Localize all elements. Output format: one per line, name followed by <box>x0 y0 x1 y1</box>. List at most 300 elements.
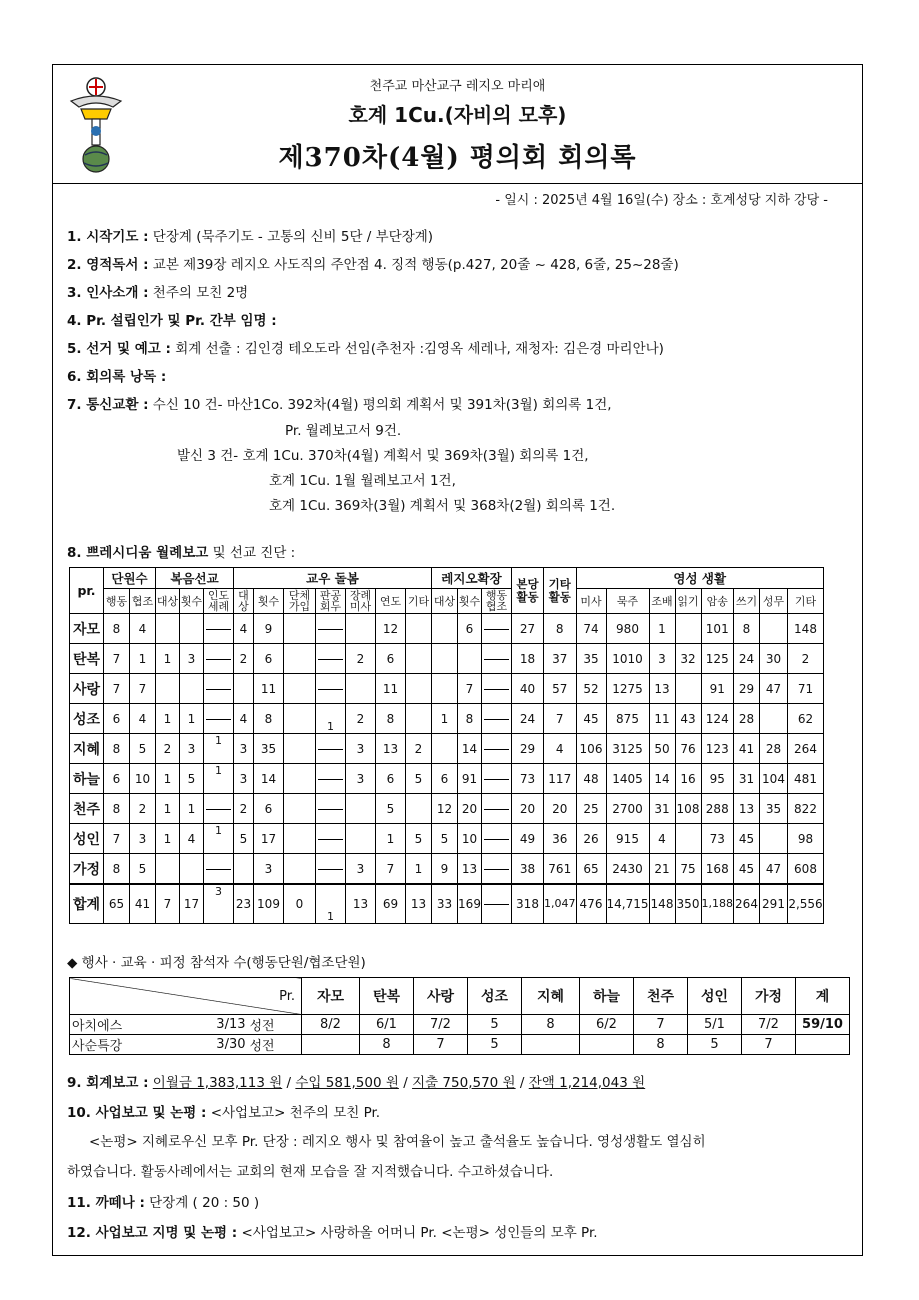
table-cell <box>482 854 512 885</box>
table-cell <box>156 854 180 885</box>
correspondence-line: Pr. 월례보고서 9건. <box>285 423 402 439</box>
table-cell: 1 <box>316 884 346 924</box>
table-cell: 23 <box>234 884 254 924</box>
table-cell: 65 <box>104 884 130 924</box>
table-cell: 11 <box>376 674 406 704</box>
table-cell <box>760 614 788 644</box>
table-cell: 59/10 <box>796 1015 850 1035</box>
table-cell: 3 <box>254 854 284 885</box>
item-business-report: 10. 사업보고 및 논평 : <사업보고> 천주의 모친 Pr. <box>67 1105 381 1121</box>
document-header <box>53 65 862 184</box>
table-cell: 2 <box>234 644 254 674</box>
col-subheader: 읽기 <box>675 589 701 614</box>
table-cell: 1 <box>649 614 675 644</box>
table-cell: 3125 <box>606 734 649 764</box>
table-cell <box>796 1035 850 1055</box>
events-col-header: 계 <box>796 978 850 1015</box>
table-cell: 980 <box>606 614 649 644</box>
table-cell <box>204 854 234 885</box>
table-cell: 5 <box>130 734 156 764</box>
row-name: 하늘 <box>70 764 104 794</box>
table-cell: 20 <box>512 794 544 824</box>
meeting-datetime: - 일시 : 2025년 4월 16일(수) 장소 : 호계성당 지하 강당 - <box>495 193 828 208</box>
table-cell: 7 <box>742 1035 796 1055</box>
table-cell: 11 <box>254 674 284 704</box>
table-cell <box>406 644 432 674</box>
table-cell: 17 <box>254 824 284 854</box>
col-subheader: 횟수 <box>458 589 482 614</box>
table-cell: 106 <box>576 734 606 764</box>
table-cell: 57 <box>544 674 577 704</box>
table-cell: 3 <box>234 734 254 764</box>
table-cell: 11 <box>649 704 675 734</box>
row-name: 탄복 <box>70 644 104 674</box>
table-cell <box>316 674 346 704</box>
events-attendance-table <box>69 977 850 1055</box>
table-cell <box>284 854 316 885</box>
item-election: 5. 선거 및 예고 : 회계 선출 : 김인경 테오도라 선임(추천자 :김영옥 세레나, 재청자: 김은경 마리안나) <box>67 341 664 357</box>
table-cell <box>406 794 432 824</box>
table-cell: 117 <box>544 764 577 794</box>
row-name: 천주 <box>70 794 104 824</box>
table-cell: 20 <box>458 794 482 824</box>
table-cell: 49 <box>512 824 544 854</box>
table-cell: 7 <box>104 674 130 704</box>
table-cell: 1405 <box>606 764 649 794</box>
table-cell: 40 <box>512 674 544 704</box>
table-cell: 2430 <box>606 854 649 885</box>
item-introductions: 3. 인사소개 : 천주의 모친 2명 <box>67 285 249 301</box>
table-cell: 38 <box>512 854 544 885</box>
table-cell: 30 <box>760 644 788 674</box>
table-cell: 7 <box>414 1035 468 1055</box>
table-cell: 27 <box>512 614 544 644</box>
item-catena: 11. 까떼나 : 단장계 ( 20 : 50 ) <box>67 1195 260 1211</box>
table-cell: 35 <box>760 794 788 824</box>
table-cell: 8 <box>360 1035 414 1055</box>
table-cell <box>284 824 316 854</box>
table-cell: 8 <box>634 1035 688 1055</box>
table-cell <box>316 794 346 824</box>
events-col-header: 가정 <box>742 978 796 1015</box>
events-col-header: 천주 <box>634 978 688 1015</box>
table-cell <box>234 674 254 704</box>
table-cell <box>482 704 512 734</box>
table-cell <box>284 764 316 794</box>
table-row <box>70 704 824 734</box>
correspondence-line: 호계 1Cu. 369차(3월) 계획서 및 368차(2월) 회의록 1건. <box>269 498 616 514</box>
table-cell: 7 <box>104 644 130 674</box>
table-row <box>70 1035 850 1055</box>
table-cell: 35 <box>254 734 284 764</box>
table-cell <box>406 674 432 704</box>
table-cell: 1 <box>204 824 234 854</box>
col-group-header: 단원수 <box>104 568 156 589</box>
events-col-header: 하늘 <box>580 978 634 1015</box>
col-subheader: 협조 <box>130 589 156 614</box>
table-cell <box>284 614 316 644</box>
table-cell: 18 <box>512 644 544 674</box>
table-cell: 6/1 <box>360 1015 414 1035</box>
col-subheader: 대상 <box>156 589 180 614</box>
table-cell: 52 <box>576 674 606 704</box>
col-header-pr: pr. <box>70 568 104 614</box>
table-cell: 8 <box>104 614 130 644</box>
table-cell <box>522 1035 580 1055</box>
table-cell <box>482 644 512 674</box>
table-cell: 3 <box>346 854 376 885</box>
table-cell: 28 <box>734 704 760 734</box>
table-cell <box>482 614 512 644</box>
col-subheader: 암송 <box>701 589 734 614</box>
correspondence-line: 발신 3 건- 호계 1Cu. 370차(4월) 계획서 및 369차(3월) 회의록 1건, <box>177 448 589 464</box>
col-subheader: 조배 <box>649 589 675 614</box>
table-cell <box>316 824 346 854</box>
comment-line: 하였습니다. 활동사례에서는 교회의 현재 모습을 잘 지적했습니다. 수고하셨습니다. <box>67 1164 554 1180</box>
table-cell: 8 <box>458 704 482 734</box>
table-cell: 2 <box>130 794 156 824</box>
table-cell: 4 <box>130 614 156 644</box>
table-cell: 13 <box>649 674 675 704</box>
col-group-header: 교우 돌봄 <box>234 568 432 589</box>
table-cell: 43 <box>675 704 701 734</box>
table-cell: 69 <box>376 884 406 924</box>
table-cell: 5 <box>406 824 432 854</box>
table-cell: 5 <box>468 1035 522 1055</box>
table-cell: 14,715 <box>606 884 649 924</box>
table-cell: 7/2 <box>742 1015 796 1035</box>
finance-expense: 지출 750,570 원 <box>412 1075 516 1091</box>
event-name: 사순특강 <box>70 1035 200 1055</box>
table-cell: 7/2 <box>414 1015 468 1035</box>
table-cell: 8 <box>522 1015 580 1035</box>
table-cell <box>432 674 458 704</box>
col-subheader: 성무 <box>760 589 788 614</box>
table-cell: 3 <box>234 764 254 794</box>
table-cell <box>316 854 346 885</box>
table-cell: 14 <box>458 734 482 764</box>
table-cell: 91 <box>458 764 482 794</box>
table-cell: 5 <box>234 824 254 854</box>
table-cell: 36 <box>544 824 577 854</box>
table-cell: 1 <box>432 704 458 734</box>
table-cell <box>432 614 458 644</box>
table-cell: 14 <box>254 764 284 794</box>
table-cell: 875 <box>606 704 649 734</box>
table-cell: 7 <box>544 704 577 734</box>
table-cell: 5 <box>180 764 204 794</box>
table-cell <box>180 674 204 704</box>
table-cell: 62 <box>788 704 824 734</box>
table-cell: 4 <box>544 734 577 764</box>
col-subheader: 단체가입 <box>284 589 316 614</box>
item-finance: 9. 회계보고 : 이월금 1,383,113 원 / 수입 581,500 원 / 지출 750,570 원 / 잔액 1,214,043 원 <box>67 1075 646 1091</box>
table-cell: 48 <box>576 764 606 794</box>
table-cell: 41 <box>734 734 760 764</box>
table-cell: 14 <box>649 764 675 794</box>
table-cell: 1 <box>156 824 180 854</box>
table-cell: 4 <box>130 704 156 734</box>
table-cell: 1 <box>156 764 180 794</box>
table-cell: 9 <box>432 854 458 885</box>
table-cell: 8 <box>734 614 760 644</box>
item-next-report: 12. 사업보고 지명 및 논평 : <사업보고> 사랑하올 어머니 Pr. <논평> 성인들의 모후 Pr. <box>67 1225 598 1241</box>
table-cell: 29 <box>734 674 760 704</box>
table-cell: 318 <box>512 884 544 924</box>
table-cell: 75 <box>675 854 701 885</box>
row-name: 지혜 <box>70 734 104 764</box>
table-row <box>70 734 824 764</box>
table-cell <box>346 614 376 644</box>
table-cell: 101 <box>701 614 734 644</box>
table-cell: 45 <box>734 824 760 854</box>
col-subheader: 대상 <box>432 589 458 614</box>
table-cell <box>284 704 316 734</box>
table-cell: 5 <box>376 794 406 824</box>
table-cell <box>406 704 432 734</box>
col-subheader: 판공회두 <box>316 589 346 614</box>
col-group-header: 복음선교 <box>156 568 234 589</box>
table-cell: 1 <box>204 734 234 764</box>
table-cell: 24 <box>734 644 760 674</box>
table-cell: 2,556 <box>788 884 824 924</box>
table-cell: 168 <box>701 854 734 885</box>
events-col-header: 성조 <box>468 978 522 1015</box>
table-cell: 350 <box>675 884 701 924</box>
item-monthly-report: 8. 쁘레시디움 월례보고 및 선교 진단 : <box>67 545 296 561</box>
table-cell: 6 <box>376 644 406 674</box>
table-cell: 74 <box>576 614 606 644</box>
table-cell: 1 <box>376 824 406 854</box>
events-col-header: 탄복 <box>360 978 414 1015</box>
table-cell <box>302 1035 360 1055</box>
col-subheader: 미사 <box>576 589 606 614</box>
table-cell <box>180 854 204 885</box>
row-name: 사랑 <box>70 674 104 704</box>
table-cell: 13 <box>346 884 376 924</box>
event-place: 성전 <box>248 1015 302 1035</box>
table-cell: 28 <box>760 734 788 764</box>
table-cell: 1275 <box>606 674 649 704</box>
table-cell <box>482 674 512 704</box>
table-cell: 12 <box>432 794 458 824</box>
table-cell: 13 <box>734 794 760 824</box>
table-cell <box>204 704 234 734</box>
table-cell <box>180 614 204 644</box>
finance-balance: 잔액 1,214,043 원 <box>528 1075 646 1091</box>
table-cell <box>675 614 701 644</box>
table-cell <box>316 644 346 674</box>
col-subheader: 횟수 <box>180 589 204 614</box>
table-cell <box>234 854 254 885</box>
table-cell <box>284 734 316 764</box>
table-row <box>70 854 824 885</box>
col-group-header: 영성 생활 <box>576 568 824 589</box>
table-cell: 1,188 <box>701 884 734 924</box>
table-cell: 31 <box>649 794 675 824</box>
table-cell: 2700 <box>606 794 649 824</box>
table-cell: 7 <box>634 1015 688 1035</box>
item-minutes-reading: 6. 회의록 낭독 : <box>67 369 167 385</box>
table-cell: 1 <box>156 644 180 674</box>
table-cell: 47 <box>760 854 788 885</box>
table-cell: 1 <box>204 764 234 794</box>
table-cell: 6 <box>254 644 284 674</box>
table-cell: 8 <box>104 734 130 764</box>
event-date: 3/30 <box>200 1035 248 1055</box>
table-cell: 148 <box>788 614 824 644</box>
table-cell: 45 <box>734 854 760 885</box>
table-cell <box>482 794 512 824</box>
table-cell: 35 <box>576 644 606 674</box>
col-subheader: 횟수 <box>254 589 284 614</box>
table-cell: 476 <box>576 884 606 924</box>
table-cell <box>580 1035 634 1055</box>
table-cell: 3 <box>346 764 376 794</box>
row-name: 성조 <box>70 704 104 734</box>
table-cell <box>432 734 458 764</box>
table-cell: 6 <box>104 764 130 794</box>
event-name: 아치에스 <box>70 1015 200 1035</box>
table-cell: 3 <box>180 734 204 764</box>
table-cell <box>482 884 512 924</box>
col-subheader: 기타 <box>788 589 824 614</box>
table-cell: 5 <box>406 764 432 794</box>
table-cell: 8 <box>544 614 577 644</box>
table-cell: 2 <box>156 734 180 764</box>
table-cell: 10 <box>458 824 482 854</box>
col-subheader: 쓰기 <box>734 589 760 614</box>
table-row <box>70 884 824 924</box>
table-cell: 13 <box>458 854 482 885</box>
table-cell: 21 <box>649 854 675 885</box>
table-cell: 264 <box>734 884 760 924</box>
col-subheader: 기타 <box>406 589 432 614</box>
curia-name: 호계 1Cu.(자비의 모후) <box>348 103 567 127</box>
table-cell: 65 <box>576 854 606 885</box>
row-name: 가정 <box>70 854 104 885</box>
col-subheader: 대상 <box>234 589 254 614</box>
table-cell <box>482 824 512 854</box>
table-cell: 13 <box>406 884 432 924</box>
correspondence-line: 호계 1Cu. 1월 월례보고서 1건, <box>269 473 456 489</box>
table-cell: 73 <box>701 824 734 854</box>
table-cell: 1010 <box>606 644 649 674</box>
table-cell: 3 <box>130 824 156 854</box>
table-cell: 17 <box>180 884 204 924</box>
table-cell: 761 <box>544 854 577 885</box>
comment-line: <논평> 지혜로우신 모후 Pr. 단장 : 레지오 행사 및 참여율이 높고 출석율도 높습니다. 영성생활도 열심히 <box>89 1134 706 1150</box>
monthly-report-table <box>69 567 824 924</box>
table-cell <box>346 794 376 824</box>
table-cell: 6 <box>254 794 284 824</box>
table-row <box>70 614 824 644</box>
event-place: 성전 <box>248 1035 302 1055</box>
events-col-header: 지혜 <box>522 978 580 1015</box>
table-cell: 6/2 <box>580 1015 634 1035</box>
events-col-header: 성인 <box>688 978 742 1015</box>
table-cell <box>316 614 346 644</box>
table-cell <box>675 824 701 854</box>
table-cell: 104 <box>760 764 788 794</box>
table-cell: 9 <box>254 614 284 644</box>
table-cell: 32 <box>675 644 701 674</box>
table-cell: 1 <box>406 854 432 885</box>
col-subheader: 연도 <box>376 589 406 614</box>
table-cell: 1 <box>316 704 346 734</box>
events-col-header: 자모 <box>302 978 360 1015</box>
table-cell: 1 <box>130 644 156 674</box>
table-cell: 73 <box>512 764 544 794</box>
table-cell: 76 <box>675 734 701 764</box>
row-name: 자모 <box>70 614 104 644</box>
table-cell <box>284 674 316 704</box>
table-cell: 123 <box>701 734 734 764</box>
table-cell: 1 <box>180 704 204 734</box>
table-cell: 8 <box>104 794 130 824</box>
table-cell: 608 <box>788 854 824 885</box>
table-cell <box>156 674 180 704</box>
table-cell: 2 <box>234 794 254 824</box>
finance-income: 수입 581,500 원 <box>295 1075 399 1091</box>
table-cell: 2 <box>346 644 376 674</box>
table-cell: 12 <box>376 614 406 644</box>
table-cell: 50 <box>649 734 675 764</box>
table-cell: 169 <box>458 884 482 924</box>
table-cell: 915 <box>606 824 649 854</box>
event-date: 3/13 <box>200 1015 248 1035</box>
table-cell: 291 <box>760 884 788 924</box>
table-cell: 124 <box>701 704 734 734</box>
table-cell: 91 <box>701 674 734 704</box>
table-cell: 8/2 <box>302 1015 360 1035</box>
table-cell: 24 <box>512 704 544 734</box>
table-row <box>70 824 824 854</box>
table-cell: 1,047 <box>544 884 577 924</box>
table-cell: 95 <box>701 764 734 794</box>
table-cell <box>482 764 512 794</box>
table-cell <box>316 764 346 794</box>
table-cell: 6 <box>104 704 130 734</box>
table-cell: 264 <box>788 734 824 764</box>
table-row <box>70 644 824 674</box>
table-cell: 20 <box>544 794 577 824</box>
item-opening-prayer: 1. 시작기도 : 단장계 (묵주기도 - 고통의 신비 5단 / 부단장계) <box>67 229 434 245</box>
table-cell: 37 <box>544 644 577 674</box>
table-cell: 45 <box>576 704 606 734</box>
table-cell: 5 <box>432 824 458 854</box>
table-cell <box>204 794 234 824</box>
events-header-row <box>70 978 850 1015</box>
table-cell: 148 <box>649 884 675 924</box>
table-cell: 3 <box>346 734 376 764</box>
finance-prev: 이월금 1,383,113 원 <box>152 1075 283 1091</box>
table-cell: 7 <box>156 884 180 924</box>
table-cell: 8 <box>104 854 130 885</box>
table-cell <box>284 644 316 674</box>
col-subheader: 인도세례 <box>204 589 234 614</box>
table-cell: 5 <box>130 854 156 885</box>
table-cell: 6 <box>432 764 458 794</box>
table-row <box>70 1015 850 1035</box>
col-subheader: 장례미사 <box>346 589 376 614</box>
col-group-header: 기타활동 <box>544 568 577 614</box>
table-cell: 4 <box>180 824 204 854</box>
table-cell <box>346 824 376 854</box>
events-pr-header: Pr. <box>70 978 302 1015</box>
table-cell <box>675 674 701 704</box>
table-cell: 31 <box>734 764 760 794</box>
